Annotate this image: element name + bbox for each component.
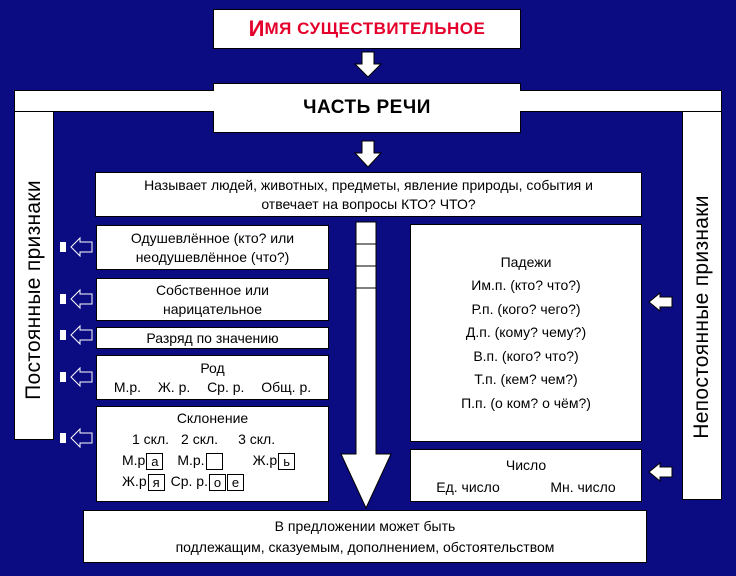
right-vertical-label: Непостоянные признаки	[690, 195, 713, 439]
gender-common: Общ. р.	[261, 378, 312, 395]
left-arrow-declension-icon	[60, 429, 92, 447]
left-arrow-animacy-icon	[60, 238, 92, 256]
declension-type-1: 1 скл.	[132, 431, 170, 447]
number-singular: Ед. число	[436, 478, 500, 495]
left-arrow-proper-icon	[60, 290, 92, 308]
definition-line1: Называет людей, животных, предметы, явление природы, события и	[144, 176, 593, 193]
right-arrow-number-icon	[649, 463, 672, 481]
cases-title: Падежи	[500, 253, 552, 270]
syntax-line1: В предложении может быть	[274, 517, 456, 534]
left-vertical-label: Постоянные признаки	[22, 180, 45, 400]
case-instrumental: Т.п. (кем? чем?)	[474, 371, 578, 388]
case-accusative: В.п. (кого? что?)	[473, 347, 579, 364]
declension-m2-label: М.р.	[177, 450, 222, 471]
number-title: Число	[505, 456, 547, 473]
part-of-speech-label: ЧАСТЬ РЕЧИ	[303, 97, 431, 118]
declension-f3-label: Ж.р ь	[253, 450, 296, 471]
case-dative: Д.п. (кому? чему?)	[465, 324, 587, 341]
proper-line1: Собственное или	[156, 281, 269, 298]
title-first-letter: И	[248, 16, 265, 41]
right-arrow-cases-icon	[649, 293, 672, 311]
declension-n-ending1: о	[209, 474, 226, 491]
arrow-pos-to-definition-icon	[355, 141, 381, 167]
definition-line2: отвечает на вопросы КТО? ЧТО?	[261, 195, 476, 212]
proper-line2: нарицательное	[163, 300, 262, 317]
declension-m-label: М.р а	[122, 450, 163, 471]
left-arrow-rank-icon	[60, 326, 92, 344]
declension-f1-label: Ж.р я	[122, 471, 165, 492]
left-arrow-gender-icon	[60, 368, 92, 386]
number-plural: Мн. число	[550, 478, 616, 495]
case-nominative: Им.п. (кто? что?)	[471, 277, 581, 294]
declension-n-label: Ср. р. о е	[171, 471, 244, 492]
arrow-title-to-pos-icon	[355, 52, 381, 77]
gender-title: Род	[200, 359, 225, 376]
case-genitive: Р.п. (кого? чего?)	[471, 300, 581, 317]
declension-type-3: 3 скл.	[238, 431, 276, 447]
gender-masculine: М.р.	[113, 378, 142, 395]
animacy-line2: неодушевлённое (что?)	[135, 248, 290, 265]
declension-n-ending2: е	[227, 474, 244, 491]
animacy-line1: Одушевлённое (кто? или	[130, 229, 295, 246]
case-prepositional: П.п. (о ком? о чём?)	[461, 394, 591, 411]
declension-f3-ending: ь	[278, 453, 295, 470]
declension-f1-ending: я	[148, 474, 165, 491]
declension-m-ending: а	[146, 453, 163, 470]
gender-neuter: Ср. р.	[207, 378, 245, 395]
gender-feminine: Ж. р.	[157, 378, 191, 395]
central-down-arrow-icon	[341, 222, 391, 508]
title-rest: МЯ СУЩЕСТВИТЕЛЬНОЕ	[264, 19, 486, 38]
rank-label: Разряд по значению	[146, 330, 279, 346]
declension-type-2: 2 скл.	[181, 431, 219, 447]
declension-title: Склонение	[176, 410, 249, 426]
syntax-line2: подлежащим, сказуемым, дополнением, обстоятельством	[175, 538, 555, 555]
